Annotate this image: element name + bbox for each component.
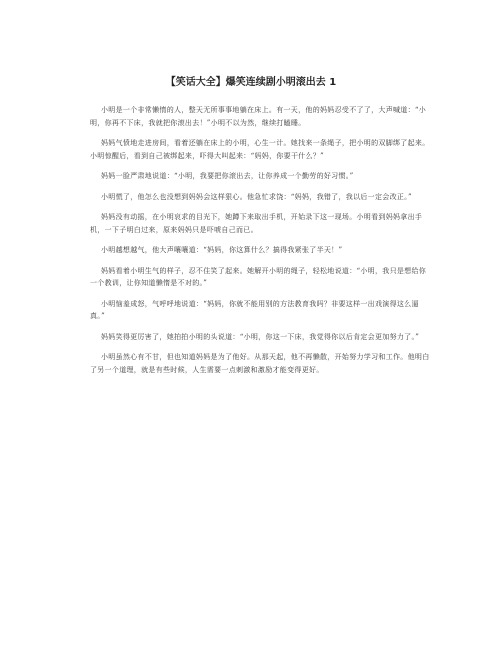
paragraph-7 [90,265,432,290]
paragraph-8 [90,298,432,323]
paragraph-text: 妈妈一脸严肃地说道：“小明，我要把你滚出去，让你养成一个勤劳的好习惯。” [101,172,354,180]
document-title: 【笑话大全】爆笑连续剧小明滚出去 1 [165,77,337,88]
paragraph-4 [90,191,432,204]
paragraph-text: 小明是一个非常懒惰的人，整天无所事事地躺在床上。有一天，他的妈妈忍受不了了，大声喊道：“小明，你再不下床，我就把你滚出去！”小明不以为然，继续打瞌睡。 [90,106,427,127]
paragraph-5 [90,211,432,236]
paragraph-text: 妈妈看着小明生气的样子，忍不住笑了起来。她解开小明的绳子，轻松地说道：“小明，我只是想给你一个教训，让你知道懒惰是不对的。” [90,266,427,287]
paragraph-text: 小明虽然心有不甘，但也知道妈妈是为了他好。从那天起，他不再懒散，开始努力学习和工作。他明白了另一个道理，就是有些时候，人生需要一点刺激和激励才能变得更好。 [90,353,430,374]
paragraph-1 [90,104,432,129]
paragraph-text: 妈妈笑得更厉害了，她拍拍小明的头说道：“小明，你这一下床，我觉得你以后肯定会更加努力了。” [101,332,420,341]
paragraph-text: 小明慌了，他怎么也没想到妈妈会这样狠心。他急忙求饶：“妈妈，我错了，我以后一定会改正。” [101,192,412,201]
document-body [90,104,432,384]
paragraph-text: 小明恼羞成怒，气呼呼地说道：“妈妈，你就不能用别的方法教育我吗？非要这样一出戏演得这么逼真。” [90,299,419,320]
paragraph-6 [90,244,432,257]
paragraph-9 [90,331,432,344]
paragraph-text: 妈妈没有动摇，在小明哀求的目光下，她蹲下来取出手机，开始录下这一现场。小明看到妈妈拿出手机，一下子明白过来，原来妈妈只是吓唬自己而已。 [90,213,423,234]
paragraph-text: 小明越想越气，他大声嚷嚷道：“妈妈，你这算什么？搞得我紧张了半天！” [101,246,343,254]
paragraph-10 [90,351,432,376]
paragraph-3 [90,170,432,183]
paragraph-text: 妈妈气愤地走进房间，看着还躺在床上的小明，心生一计。她找来一条绳子，把小明的双脚绑了起来。小明惊醒后，看到自己被绑起来，吓得大叫起来：“妈妈，你要干什么？” [90,139,430,160]
paragraph-2 [90,137,432,162]
